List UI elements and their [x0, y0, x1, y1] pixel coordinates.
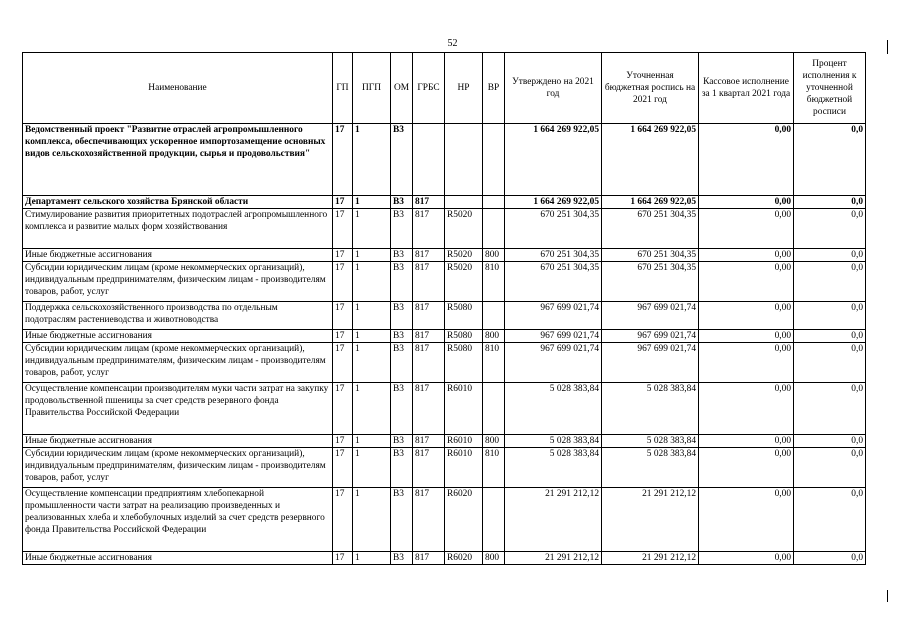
cell-pgp: 1 [353, 249, 391, 262]
cell-grbs: 817 [413, 343, 445, 383]
cell-refined: 670 251 304,35 [602, 262, 699, 302]
cell-vr: 810 [483, 262, 505, 302]
cell-percent: 0,0 [794, 383, 866, 435]
cell-refined: 5 028 383,84 [602, 435, 699, 448]
cell-name: Ведомственный проект "Развитие отраслей агропромышленного комплекса, обеспечивающих ускоренное импортозамещение основных видов сельскохозяйственной продукции, сырья и продовольствия" [23, 124, 333, 196]
cell-gp: 17 [333, 552, 353, 565]
page-number: 52 [447, 38, 458, 49]
cell-np: R6020 [445, 552, 483, 565]
header-om: ОМ [391, 53, 413, 124]
cell-gp: 17 [333, 343, 353, 383]
cell-gp: 17 [333, 435, 353, 448]
table-row [23, 435, 866, 448]
cell-om: В3 [391, 302, 413, 330]
cell-cash: 0,00 [699, 552, 794, 565]
cell-refined: 967 699 021,74 [602, 302, 699, 330]
cell-approved: 5 028 383,84 [505, 435, 602, 448]
cell-approved: 967 699 021,74 [505, 330, 602, 343]
table-row [23, 209, 866, 249]
cell-percent: 0,0 [794, 552, 866, 565]
cell-name: Иные бюджетные ассигнования [23, 435, 333, 448]
table-row [23, 196, 866, 209]
cell-om: В3 [391, 249, 413, 262]
cell-vr: 810 [483, 448, 505, 488]
header-cash: Кассовое исполнение за 1 квартал 2021 года [699, 53, 794, 124]
cell-approved: 21 291 212,12 [505, 488, 602, 552]
header-refined: Уточненная бюджетная роспись на 2021 год [602, 53, 699, 124]
cell-name: Субсидии юридическим лицам (кроме некоммерческих организаций), индивидуальным предпринимателям, физическим лицам - производителям товаров, работ, услуг [23, 448, 333, 488]
table-row [23, 488, 866, 552]
cell-percent: 0,0 [794, 488, 866, 552]
table-row [23, 330, 866, 343]
cell-np: R6020 [445, 488, 483, 552]
cell-percent: 0,0 [794, 435, 866, 448]
cell-name: Субсидии юридическим лицам (кроме некоммерческих организаций), индивидуальным предпринимателям, физическим лицам - производителям товаров, работ, услуг [23, 262, 333, 302]
cell-refined: 21 291 212,12 [602, 552, 699, 565]
cell-grbs: 817 [413, 302, 445, 330]
cell-name: Поддержка сельскохозяйственного производства по отдельным подотраслям растениеводства и животноводства [23, 302, 333, 330]
cell-pgp: 1 [353, 383, 391, 435]
cell-cash: 0,00 [699, 383, 794, 435]
cell-percent: 0,0 [794, 209, 866, 249]
cell-vr [483, 383, 505, 435]
header-gp: ГП [333, 53, 353, 124]
edge-mark [887, 590, 888, 602]
cell-gp: 17 [333, 196, 353, 209]
cell-refined: 1 664 269 922,05 [602, 196, 699, 209]
cell-np: R5080 [445, 343, 483, 383]
header-pgp: ПГП [353, 53, 391, 124]
cell-np: R5020 [445, 249, 483, 262]
cell-grbs [413, 124, 445, 196]
cell-np: R6010 [445, 448, 483, 488]
cell-gp: 17 [333, 209, 353, 249]
cell-vr: 800 [483, 330, 505, 343]
header-row [23, 53, 866, 124]
cell-pgp: 1 [353, 343, 391, 383]
table-row [23, 302, 866, 330]
cell-np: R5080 [445, 330, 483, 343]
cell-pgp: 1 [353, 302, 391, 330]
budget-table [22, 52, 866, 565]
header-name: Наименование [23, 53, 333, 124]
cell-om: В3 [391, 448, 413, 488]
cell-grbs: 817 [413, 435, 445, 448]
cell-cash: 0,00 [699, 209, 794, 249]
cell-approved: 670 251 304,35 [505, 262, 602, 302]
cell-pgp: 1 [353, 448, 391, 488]
cell-om: В3 [391, 124, 413, 196]
cell-approved: 967 699 021,74 [505, 302, 602, 330]
cell-refined: 967 699 021,74 [602, 343, 699, 383]
cell-om: В3 [391, 209, 413, 249]
cell-refined: 967 699 021,74 [602, 330, 699, 343]
cell-pgp: 1 [353, 196, 391, 209]
cell-refined: 670 251 304,35 [602, 209, 699, 249]
cell-percent: 0,0 [794, 249, 866, 262]
cell-approved: 1 664 269 922,05 [505, 124, 602, 196]
cell-name: Иные бюджетные ассигнования [23, 249, 333, 262]
table-row [23, 262, 866, 302]
cell-om: В3 [391, 330, 413, 343]
cell-gp: 17 [333, 262, 353, 302]
table-row [23, 383, 866, 435]
cell-refined: 1 664 269 922,05 [602, 124, 699, 196]
cell-vr [483, 196, 505, 209]
cell-approved: 1 664 269 922,05 [505, 196, 602, 209]
cell-pgp: 1 [353, 488, 391, 552]
cell-approved: 670 251 304,35 [505, 249, 602, 262]
cell-np: R6010 [445, 435, 483, 448]
cell-cash: 0,00 [699, 302, 794, 330]
cell-vr: 800 [483, 552, 505, 565]
cell-grbs: 817 [413, 209, 445, 249]
cell-cash: 0,00 [699, 435, 794, 448]
cell-gp: 17 [333, 330, 353, 343]
cell-percent: 0,0 [794, 448, 866, 488]
cell-om: В3 [391, 196, 413, 209]
cell-om: В3 [391, 383, 413, 435]
cell-pgp: 1 [353, 209, 391, 249]
cell-approved: 21 291 212,12 [505, 552, 602, 565]
cell-grbs: 817 [413, 262, 445, 302]
cell-name: Осуществление компенсации производителям муки части затрат на закупку продовольственной пшеницы за счет средств резервного фонда Правительства Российской Федерации [23, 383, 333, 435]
cell-cash: 0,00 [699, 448, 794, 488]
cell-grbs: 817 [413, 552, 445, 565]
cell-grbs: 817 [413, 383, 445, 435]
cell-refined: 670 251 304,35 [602, 249, 699, 262]
cell-gp: 17 [333, 448, 353, 488]
cell-np [445, 124, 483, 196]
cell-vr: 810 [483, 343, 505, 383]
header-grbs: ГРБС [413, 53, 445, 124]
table-row [23, 249, 866, 262]
cell-np: R5020 [445, 262, 483, 302]
cell-np [445, 196, 483, 209]
cell-grbs: 817 [413, 488, 445, 552]
header-percent: Процент исполнения к уточненной бюджетной росписи [794, 53, 866, 124]
cell-vr [483, 209, 505, 249]
cell-cash: 0,00 [699, 343, 794, 383]
cell-cash: 0,00 [699, 249, 794, 262]
cell-grbs: 817 [413, 196, 445, 209]
cell-approved: 5 028 383,84 [505, 383, 602, 435]
cell-cash: 0,00 [699, 196, 794, 209]
cell-gp: 17 [333, 302, 353, 330]
cell-pgp: 1 [353, 435, 391, 448]
cell-gp: 17 [333, 124, 353, 196]
cell-percent: 0,0 [794, 196, 866, 209]
cell-om: В3 [391, 488, 413, 552]
cell-name: Департамент сельского хозяйства Брянской области [23, 196, 333, 209]
cell-vr [483, 488, 505, 552]
cell-name: Стимулирование развития приоритетных подотраслей агропромышленного комплекса и развитие малых форм хозяйствования [23, 209, 333, 249]
cell-cash: 0,00 [699, 262, 794, 302]
cell-percent: 0,0 [794, 343, 866, 383]
cell-name: Иные бюджетные ассигнования [23, 330, 333, 343]
header-approved: Утверждено на 2021 год [505, 53, 602, 124]
header-vr: ВР [483, 53, 505, 124]
cell-cash: 0,00 [699, 124, 794, 196]
cell-percent: 0,0 [794, 262, 866, 302]
cell-np: R5080 [445, 302, 483, 330]
table-row [23, 552, 866, 565]
cell-refined: 5 028 383,84 [602, 448, 699, 488]
cell-vr [483, 302, 505, 330]
cell-gp: 17 [333, 383, 353, 435]
cell-name: Осуществление компенсации предприятиям хлебопекарной промышленности части затрат на реализацию произведенных и реализованных хлеба и хлебобулочных изделий за счет средств резервного фонда Правительства Российской Федерации [23, 488, 333, 552]
cell-pgp: 1 [353, 262, 391, 302]
cell-percent: 0,0 [794, 124, 866, 196]
table-row [23, 448, 866, 488]
cell-percent: 0,0 [794, 302, 866, 330]
cell-grbs: 817 [413, 249, 445, 262]
cell-approved: 967 699 021,74 [505, 343, 602, 383]
cell-om: В3 [391, 262, 413, 302]
cell-refined: 5 028 383,84 [602, 383, 699, 435]
cell-percent: 0,0 [794, 330, 866, 343]
cell-np: R6010 [445, 383, 483, 435]
cell-vr: 800 [483, 435, 505, 448]
table-row [23, 124, 866, 196]
cell-pgp: 1 [353, 330, 391, 343]
table-row [23, 343, 866, 383]
cell-cash: 0,00 [699, 488, 794, 552]
cell-approved: 5 028 383,84 [505, 448, 602, 488]
cell-om: В3 [391, 435, 413, 448]
cell-grbs: 817 [413, 330, 445, 343]
header-np: НР [445, 53, 483, 124]
cell-name: Субсидии юридическим лицам (кроме некоммерческих организаций), индивидуальным предпринимателям, физическим лицам - производителям товаров, работ, услуг [23, 343, 333, 383]
cell-om: В3 [391, 552, 413, 565]
cell-om: В3 [391, 343, 413, 383]
cell-vr [483, 124, 505, 196]
cell-cash: 0,00 [699, 330, 794, 343]
cell-grbs: 817 [413, 448, 445, 488]
cell-refined: 21 291 212,12 [602, 488, 699, 552]
cell-gp: 17 [333, 488, 353, 552]
cell-np: R5020 [445, 209, 483, 249]
cell-pgp: 1 [353, 124, 391, 196]
edge-mark [887, 40, 888, 54]
cell-approved: 670 251 304,35 [505, 209, 602, 249]
cell-name: Иные бюджетные ассигнования [23, 552, 333, 565]
cell-gp: 17 [333, 249, 353, 262]
cell-pgp: 1 [353, 552, 391, 565]
cell-vr: 800 [483, 249, 505, 262]
